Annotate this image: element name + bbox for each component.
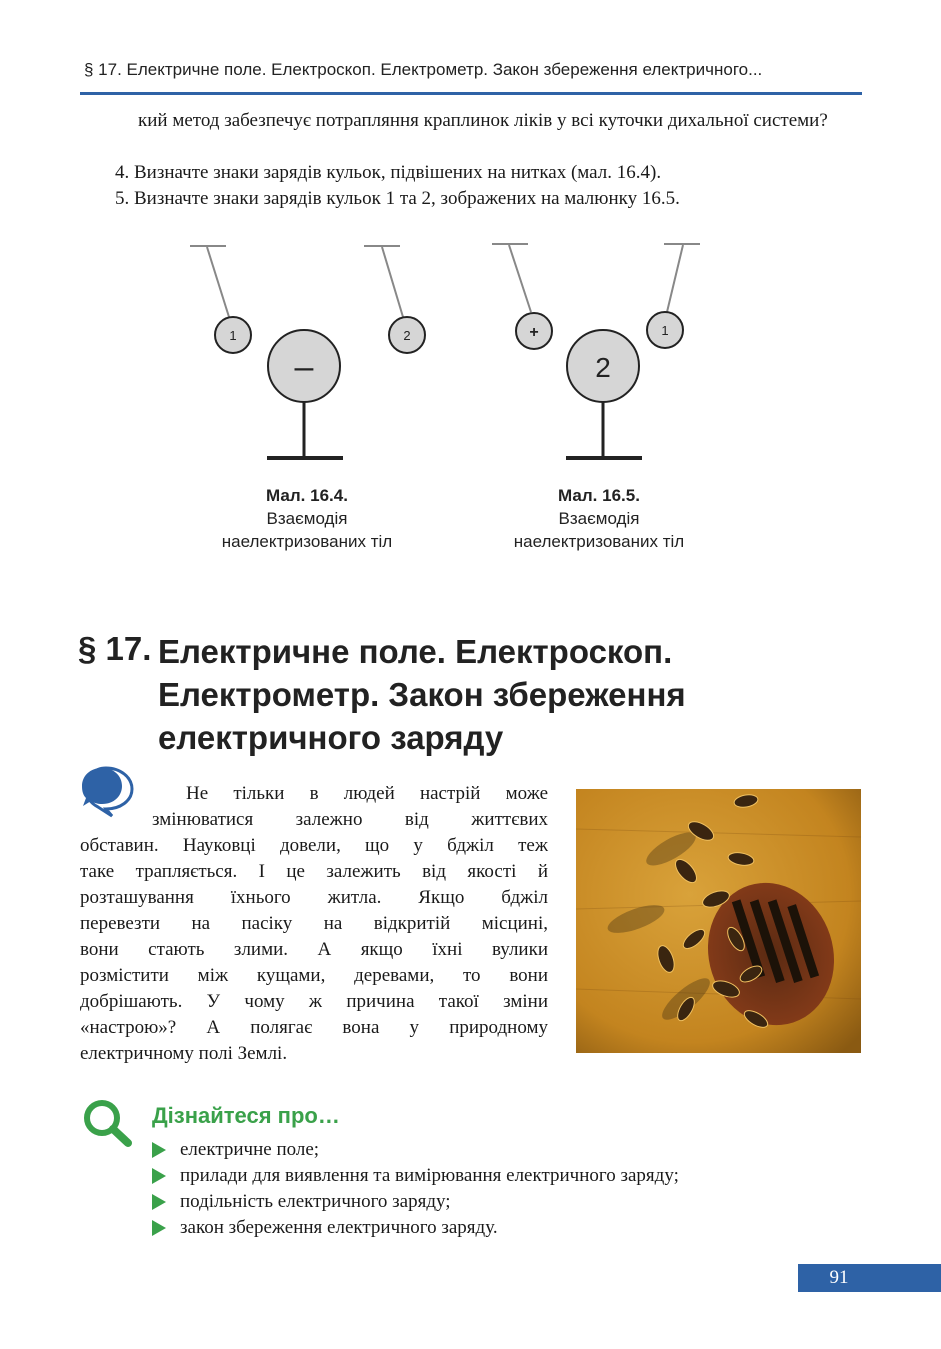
magnifier-icon	[82, 1098, 134, 1148]
caption-line: наелектризованих тіл	[513, 532, 685, 551]
negative-sign: –	[294, 348, 314, 386]
intro-line: змінюватися залежно від життєвих	[152, 809, 548, 830]
triangle-bullet-icon	[152, 1194, 166, 1210]
section-number: § 17.	[78, 630, 152, 667]
section-title-line: Електричне поле. Електроскоп.	[158, 633, 673, 670]
caption-number: Мал. 16.5.	[558, 486, 640, 505]
question-continuation: кий метод забезпечує потрапляння краплинок ліків у всі куточки дихальної системи?	[138, 110, 828, 131]
figures-diagram	[0, 0, 941, 480]
learn-about-title: Дізнайтеся про…	[152, 1103, 340, 1128]
intro-line: розташування їхнього житла. Якщо бджіл	[80, 887, 548, 908]
thread-right	[382, 247, 403, 317]
intro-line: перевезти на пасіку на відкритій місцині,	[80, 913, 548, 934]
caption-line: Взаємодія	[558, 509, 640, 528]
list-item	[152, 1189, 872, 1215]
list-item	[152, 1137, 872, 1163]
ball-2-label: 2	[403, 328, 411, 343]
caption-number: Мал. 16.4.	[266, 486, 348, 505]
list-item	[152, 1163, 872, 1189]
list-item-text: подільність електричного заряду;	[180, 1191, 451, 1212]
thread-right	[667, 245, 683, 312]
intro-line: розмістити між кущами, деревами, то вони	[80, 965, 548, 986]
intro-line: таке трапляється. І це залежить від якості й	[80, 861, 548, 882]
page-number: 91	[829, 1267, 849, 1288]
list-item-text: прилади для виявлення та вимірювання електричного заряду;	[180, 1165, 679, 1186]
intro-line: «настрою»? А полягає вона у природному	[80, 1017, 548, 1038]
intro-line: обставин. Науковці довели, що у бджіл теж	[80, 835, 548, 856]
ball-1-label: 1	[661, 323, 669, 338]
triangle-bullet-icon	[152, 1142, 166, 1158]
triangle-bullet-icon	[152, 1220, 166, 1236]
caption-16-5	[484, 484, 714, 553]
list-item-text: електричне поле;	[180, 1139, 320, 1160]
sphere-2-label: 2	[595, 352, 611, 383]
list-item-text: закон збереження електричного заряду.	[180, 1217, 498, 1238]
question-4: 4. Визначте знаки зарядів кульок, підвішених на нитках (мал. 16.4).	[115, 162, 662, 183]
section-title-line: електричного заряду	[158, 719, 504, 756]
intro-line: електричному полі Землі.	[80, 1043, 288, 1064]
intro-paragraph	[80, 781, 548, 1067]
thread-left	[207, 247, 229, 317]
learn-about-list	[152, 1137, 872, 1241]
running-header: § 17. Електричне поле. Електроскоп. Електрометр. Закон збереження електричного...	[84, 60, 763, 79]
question-5: 5. Визначте знаки зарядів кульок 1 та 2, зображених на малюнку 16.5.	[115, 188, 680, 209]
figure-16-5	[492, 244, 700, 458]
bee-hive-photo	[576, 789, 861, 1053]
plus-sign: +	[529, 324, 539, 341]
list-item	[152, 1215, 872, 1241]
intro-line: Не тільки в людей настрій може	[186, 783, 548, 804]
caption-line: наелектризованих тіл	[221, 532, 393, 551]
caption-line: Взаємодія	[266, 509, 348, 528]
figure-16-4	[190, 246, 425, 458]
intro-line: добрішають. У чому ж причина такої зміни	[80, 991, 548, 1012]
intro-line: вони стають злими. А якщо їхні вулики	[80, 939, 548, 960]
section-title	[158, 630, 838, 759]
ball-1-label: 1	[229, 328, 237, 343]
thread-left	[509, 245, 531, 312]
caption-16-4	[192, 484, 422, 553]
triangle-bullet-icon	[152, 1168, 166, 1184]
section-title-line: Електрометр. Закон збереження	[158, 676, 686, 713]
